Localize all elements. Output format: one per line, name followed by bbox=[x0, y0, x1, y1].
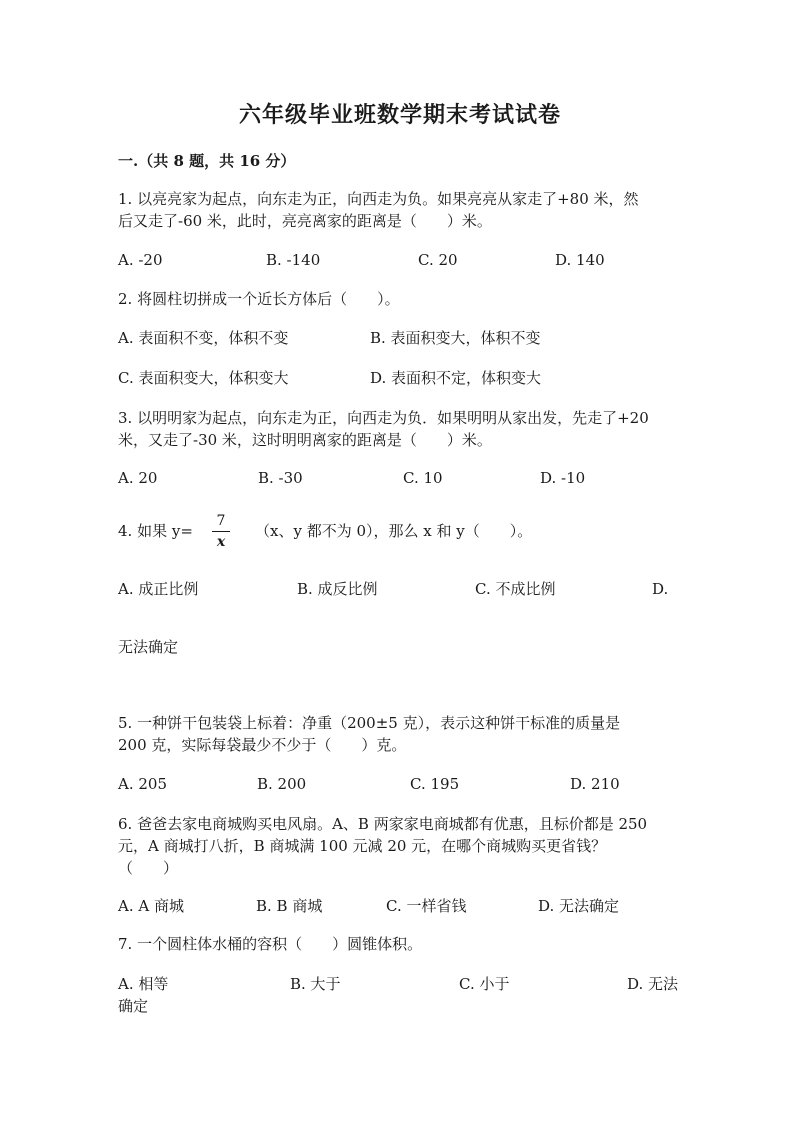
question-6-line-2: 元，A 商城打八折，B 商城满 100 元减 20 元，在哪个商城购买更省钱？ bbox=[118, 837, 607, 855]
question-1-line-2: 后又走了-60 米，此时，亮亮离家的距离是（ ）米。 bbox=[118, 212, 492, 230]
question-7-option-d-continued: 确定 bbox=[118, 997, 149, 1015]
question-4-fraction bbox=[212, 512, 230, 551]
question-1-option-a: A. -20 bbox=[118, 251, 163, 269]
question-4-prefix: 4. 如果 y= bbox=[118, 522, 193, 540]
question-3-option-b: B. -30 bbox=[258, 469, 303, 487]
question-1-option-b: B. -140 bbox=[266, 251, 321, 269]
question-5-option-c: C. 195 bbox=[410, 775, 460, 793]
question-6-option-a: A. A 商城 bbox=[118, 897, 184, 915]
question-2-option-d: D. 表面积不定，体积变大 bbox=[370, 369, 542, 387]
question-5-option-a: A. 205 bbox=[118, 775, 167, 793]
question-6-option-c: C. 一样省钱 bbox=[386, 897, 467, 915]
question-5-line-2: 200 克，实际每袋最少不少于（ ）克。 bbox=[118, 736, 407, 754]
question-1-option-c: C. 20 bbox=[418, 251, 458, 269]
question-5-line-1: 5. 一种饼干包装袋上标着：净重（200±5 克），表示这种饼干标准的质量是 bbox=[118, 714, 621, 732]
question-5-option-b: B. 200 bbox=[257, 775, 307, 793]
question-3-option-a: A. 20 bbox=[118, 469, 158, 487]
question-1-line-1: 1. 以亮亮家为起点，向东走为正，向西走为负。如果亮亮从家走了+80 米，然 bbox=[118, 190, 639, 208]
question-4-suffix: （x、y 都不为 0），那么 x 和 y（ ）。 bbox=[255, 522, 533, 540]
question-6-line-1: 6. 爸爸去家电商城购买电风扇。A、B 两家家电商城都有优惠，且标价都是 250 bbox=[118, 815, 648, 833]
question-6-option-b: B. B 商城 bbox=[256, 897, 323, 915]
fraction-bar bbox=[212, 531, 230, 532]
question-3-line-2: 米，又走了-30 米，这时明明离家的距离是（ ）米。 bbox=[118, 431, 492, 449]
question-5-option-d: D. 210 bbox=[570, 775, 620, 793]
question-3-option-d: D. -10 bbox=[540, 469, 586, 487]
question-4-option-b: B. 成反比例 bbox=[297, 580, 378, 598]
question-4-option-d: D. bbox=[652, 580, 669, 598]
question-6-line-3: （ ） bbox=[118, 859, 179, 877]
question-2-line-1: 2. 将圆柱切拼成一个近长方体后（ ）。 bbox=[118, 290, 400, 308]
question-2-option-a: A. 表面积不变，体积不变 bbox=[118, 329, 289, 347]
section-header: 一.（共 8 题，共 16 分） bbox=[118, 152, 296, 170]
question-7-option-d: D. 无法 bbox=[627, 975, 679, 993]
question-4-option-c: C. 不成比例 bbox=[475, 580, 556, 598]
question-3-option-c: C. 10 bbox=[403, 469, 443, 487]
question-7-line-1: 7. 一个圆柱体水桶的容积（ ）圆锥体积。 bbox=[118, 935, 423, 953]
question-7-option-a: A. 相等 bbox=[118, 975, 169, 993]
question-2-option-b: B. 表面积变大，体积不变 bbox=[370, 329, 541, 347]
fraction-denominator: x bbox=[216, 534, 226, 550]
fraction-numerator: 7 bbox=[216, 513, 226, 529]
question-3-line-1: 3. 以明明家为起点，向东走为正，向西走为负．如果明明从家出发，先走了+20 bbox=[118, 409, 649, 427]
question-1-option-d: D. 140 bbox=[555, 251, 605, 269]
question-4-option-a: A. 成正比例 bbox=[118, 580, 199, 598]
question-7-option-c: C. 小于 bbox=[459, 975, 510, 993]
question-2-option-c: C. 表面积变大，体积变大 bbox=[118, 369, 289, 387]
question-4-option-d-continued: 无法确定 bbox=[118, 638, 179, 656]
question-6-option-d: D. 无法确定 bbox=[538, 897, 620, 915]
question-7-option-b: B. 大于 bbox=[290, 975, 341, 993]
page-title: 六年级毕业班数学期末考试试卷 bbox=[238, 102, 561, 128]
